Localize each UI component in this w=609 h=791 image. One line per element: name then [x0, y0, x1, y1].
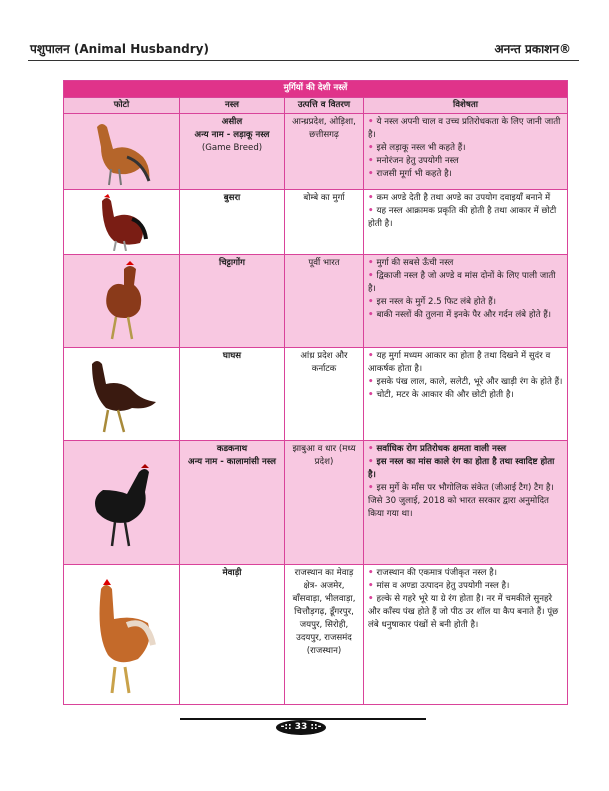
table-row — [64, 441, 568, 565]
origin: झाबुआ व धार (मध्य प्रदेश) — [285, 441, 364, 565]
feature: • द्विकाजी नस्ल है जो अण्डे व मांस दोनों के लिए पाली जाती है। — [368, 270, 563, 296]
rooster-photo — [64, 441, 180, 565]
feature: • यह नस्ल आक्रामक प्रकृति की होती है तथा आकार में छोटी होती है। — [368, 205, 563, 231]
feature: • इस नस्ल का मांस काले रंग का होता है तथा स्वादिष्ट होता है। — [368, 456, 563, 482]
feature: • इस मुर्गे के माँस पर भौगोलिक संकेत (जीआई टैग) टैग है। जिसे 30 जुलाई, 2018 को भारत सरकार द्वारा अनुमोदित किया गया था। — [368, 482, 563, 521]
publisher: अनन्त प्रकाशन® — [494, 42, 571, 56]
table-row — [64, 565, 568, 705]
breed-alt-name-en: (Game Breed) — [201, 143, 263, 153]
breed-alt-name: अन्य नाम - कालामांसी नस्ल — [188, 457, 276, 467]
feature: • यह मुर्गा मध्यम आकार का होता है तथा दिखने में सुदंर व आकर्षक होता है। — [368, 350, 563, 376]
feature: • मांस व अण्डा उत्पादन हेतु उपयोगी नस्ल है। — [368, 580, 563, 593]
feature: • चोटी, मटर के आकार की और छोटी होती है। — [368, 389, 563, 402]
feature: • इस नस्ल के मुर्गे 2.5 फिट लंबे होते हैं। — [368, 296, 563, 309]
table-row — [64, 114, 568, 190]
feature: • कम अण्डे देती है तथा अण्डे का उपयोग दवाइयाँ बनाने में — [368, 192, 563, 205]
breed-name: घाघस — [222, 351, 242, 361]
page-number: -:: 33 ::- — [276, 720, 326, 735]
rooster-photo — [64, 348, 180, 441]
feature: • ये नस्ल अपनी चाल व उच्च प्रतिरोधकता के लिए जानी जाती है। — [368, 116, 563, 142]
origin: बोम्बे का मुर्गा — [285, 190, 364, 255]
col-breed: नस्ल — [180, 98, 285, 114]
feature: • हल्के से गहरे भूरे या ग्रे रंग होता है। नर में चमकीले सुनहरे और काँस्य पंख होते हैं जो पीठ उर शॉल या कैप बनाते हैं। पूंछ लंबे धनुषाकार पंखों से बनी होती है। — [368, 593, 563, 632]
breed-name: असील — [221, 117, 243, 127]
col-photo: फोटो — [64, 98, 180, 114]
book-title: पशुपालन (Animal Husbandry) — [30, 42, 209, 56]
breeds-table — [63, 80, 568, 705]
origin: राजस्थान का मेवाड़ क्षेत्र- अजमेर, बाँसवाड़ा, भीलवाड़ा, चित्तौड़गढ़, डूँगरपुर, जयपुर, सिरोही, उदयपुर, राजसमंद (राजस्थान) — [285, 565, 364, 705]
col-features: विशेषता — [364, 98, 568, 114]
breed-name: मेवाड़ी — [222, 568, 242, 578]
origin: आंध्र प्रदेश और कर्नाटक — [285, 348, 364, 441]
feature: • इसके पंख लाल, काले, सलेटी, भूरे और खाड़ी रंग के होते हैं। — [368, 376, 563, 389]
table-title: मुर्गियों की देशी नस्लें — [64, 81, 568, 98]
breed-name: कडकनाथ — [216, 444, 248, 454]
rooster-photo — [64, 565, 180, 705]
feature: • बाकी नस्लों की तुलना में इनके पैर और गर्दन लंबे होते हैं। — [368, 309, 563, 322]
origin: पूर्वी भारत — [285, 255, 364, 348]
origin: आन्ध्रप्रदेश, ओड़िशा, छत्तीसगढ़ — [285, 114, 364, 190]
breed-name: चिट्टागोंग — [218, 258, 245, 268]
table-row — [64, 190, 568, 255]
breed-alt-name: अन्य नाम - लड़ाकू नस्ल — [194, 130, 270, 140]
breed-name: बुसरा — [223, 193, 241, 203]
col-origin: उत्पत्ति व वितरण — [285, 98, 364, 114]
rooster-photo — [64, 190, 180, 255]
table-row — [64, 255, 568, 348]
feature: • राजसी मूर्गा भी कहते है। — [368, 168, 563, 181]
rooster-photo — [64, 255, 180, 348]
feature: • इसे लड़ाकू नस्ल भी कहते हैं। — [368, 142, 563, 155]
feature: • मनोरंजन हेतु उपयोगी नस्ल — [368, 155, 563, 168]
feature: • मुर्गा की सबसे ऊँची नस्ल — [368, 257, 563, 270]
header-divider — [28, 60, 579, 61]
rooster-photo — [64, 114, 180, 190]
table-row — [64, 348, 568, 441]
feature: • सर्वाधिक रोग प्रतिरोधक क्षमता वाली नस्ल — [368, 443, 563, 456]
feature: • राजस्थान की एकमात्र पंजीकृत नस्ल है। — [368, 567, 563, 580]
